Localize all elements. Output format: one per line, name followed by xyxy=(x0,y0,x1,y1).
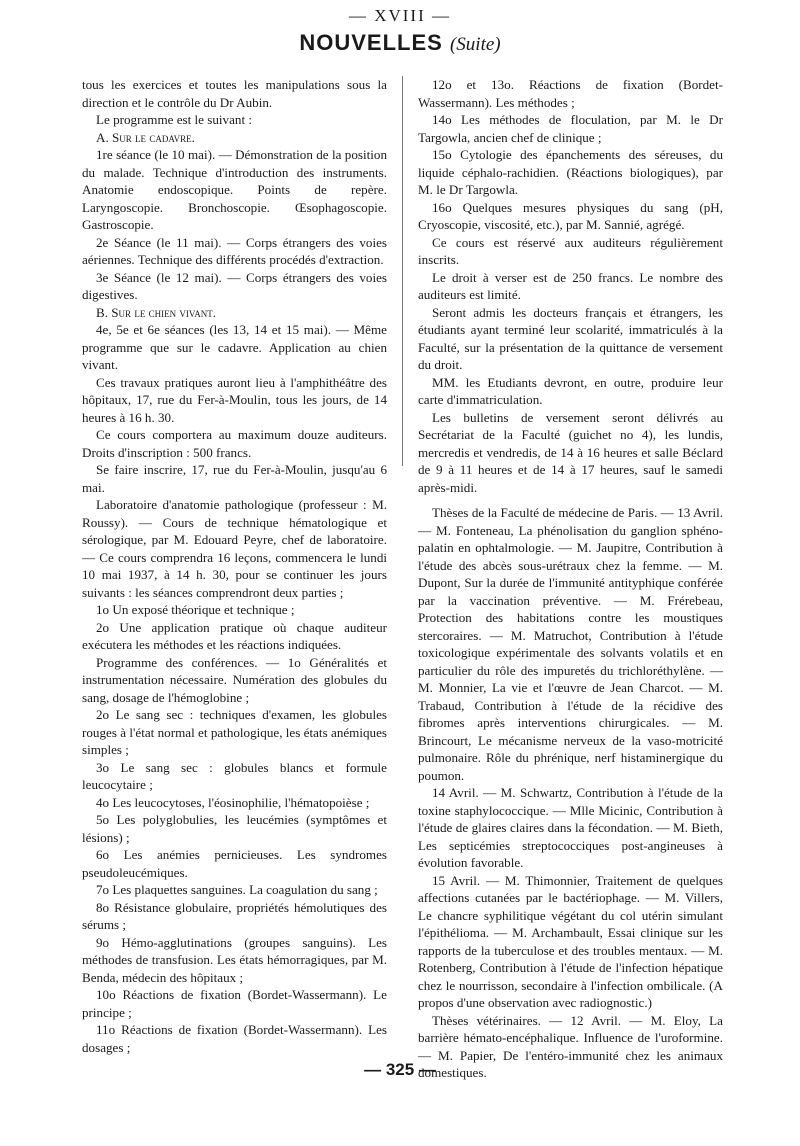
paragraph: Ce cours comportera au maximum douze auditeurs. Droits d'inscription : 500 francs. xyxy=(82,427,387,460)
paragraph: 1re séance (le 10 mai). — Démonstration de la position du malade. Technique d'introduction des instruments. Anatomie endoscopique. Points de repère. Laryngoscopie. Bronchoscopie. Œsophagoscopie. Gastroscopie. xyxy=(82,147,387,232)
paragraph: 3e Séance (le 12 mai). — Corps étrangers des voies digestives. xyxy=(82,269,387,302)
paragraph: 15 Avril. — M. Thimonnier, Traitement de quelques affections cutanées par le bactériophage. — M. Villers, Le chancre syphilitique végétant du col utérin simulant l'épithélioma. — M. Archambault, Essai clinique sur les rapports de la tuberculose et des troubles mentaux. — M. Rotenberg, Contribution à l'étude de l'infection hépatique chez le nourrisson, secondaire à l'infection ombilicale. (A propos d'une observation avec radiognostic.) xyxy=(418,872,723,1010)
paragraph: 14 Avril. — M. Schwartz, Contribution à l'étude de la toxine staphylococcique. — Mlle Micinic, Contribution à l'étude de glaires claires dans la fécondation. — M. Bieth, Les septicémies streptococciques post-angineuses à évolution favorable. xyxy=(418,785,723,870)
paragraph: Les bulletins de versement seront délivrés au Secrétariat de la Faculté (guichet no 4), les lundis, mercredis et vendredis, de 14 à 16 heures et salle Béclard de 9 à 11 heures et de 14 à 17 heures, sauf le samedi après-midi. xyxy=(418,409,723,495)
paragraph: Thèses de la Faculté de médecine de Paris. — 13 Avril. — M. Fonteneau, La phénolisation du ganglion sphéno-palatin en ophtalmologie. — M. Jaupitre, Contribution à l'étude des abcès sous-urétraux chez la femme. — M. Dupont, Sur la durée de l'immunité antityphique conférée par la vaccination préventive. — M. Frérebeau, Protection des habitations contre les moustiques stercoraires. — M. Matruchot, Contribution à l'étude toxicologique expérimentale des solvants volatils et en particulier du rôle des impuretés du trichloréthylène. — M. Monnier, La vie et l'œuvre de Jean Charcot. — M. Trabaud, Contribution à l'étude de la récidive des fibromes après interventions chirurgicales. — M. Brincourt, Le mécanisme nerveux de la vaso-motricité pulmonaire. Rôle du phrénique, nerf histaminergique du poumon. xyxy=(418,505,723,783)
paragraph: 10o Réactions de fixation (Bordet-Wassermann). Le principe ; xyxy=(82,987,387,1020)
paragraph: Seront admis les docteurs français et étrangers, les étudiants ayant terminé leur scolarité, immatriculés à la Faculté, sur la présentation de la quittance de versement du droit. xyxy=(418,304,723,372)
section-title-text: NOUVELLES xyxy=(299,30,443,55)
paragraph: 6o Les anémies pernicieuses. Les syndromes pseudoleucémiques. xyxy=(82,847,387,880)
paragraph: Laboratoire d'anatomie pathologique (professeur : M. Roussy). — Cours de technique hématologique et sérologique, par M. Edouard Peyre, chef de laboratoire. — Ce cours comprendra 16 leçons, commencera le lundi 10 mai 1937, à 14 h. 30, pour se continuer les jours suivants : les séances comprendront deux parties ; xyxy=(82,497,387,600)
paragraph: 5o Les polyglobulies, les leucémies (symptômes et lésions) ; xyxy=(82,812,387,845)
paragraph: Thèses vétérinaires. — 12 Avril. — M. Eloy, La barrière hémato-encéphalique. Influence de l'uroformine. — M. Papier, De l'entéro-immunité chez les animaux domestiques. xyxy=(418,1012,723,1080)
paragraph: 16o Quelques mesures physiques du sang (pH, Cryoscopie, viscosité, etc.), par M. Sannié, agrégé. xyxy=(418,199,723,232)
paragraph: 3o Le sang sec : globules blancs et formule leucocytaire ; xyxy=(82,759,387,792)
running-header-number: — XVIII — xyxy=(348,6,452,25)
paragraph: 1o Un exposé théorique et technique ; xyxy=(96,602,295,617)
paragraph: 4e, 5e et 6e séances (les 13, 14 et 15 mai). — Même programme que sur le cadavre. Application au chien vivant. xyxy=(82,322,387,372)
paragraph: 2o Une application pratique où chaque auditeur exécutera les méthodes et les réactions indiquées. xyxy=(82,619,387,652)
paragraph: tous les exercices et toutes les manipulations sous la direction et le contrôle du Dr Aubin. xyxy=(82,77,387,110)
paragraph: MM. les Etudiants devront, en outre, produire leur carte d'immatriculation. xyxy=(418,374,723,407)
paragraph: 9o Hémo-agglutinations (groupes sanguins). Les méthodes de transfusion. Les états hémorragiques, par M. Benda, médecin des hôpitaux ; xyxy=(82,934,387,985)
paragraph: 8o Résistance globulaire, propriétés hémolutiques des sérums ; xyxy=(82,899,387,932)
paragraph: 14o Les méthodes de floculation, par M. le Dr Targowla, ancien chef de clinique ; xyxy=(418,112,723,145)
right-column xyxy=(418,76,723,1082)
paragraph: Programme des conférences. — 1o Généralités et instrumentation nécessaire. Numération des globules du sang, dosage de l'hémoglobine ; xyxy=(82,654,387,705)
paragraph: 15o Cytologie des épanchements des séreuses, du liquide céphalo-rachidien. (Réactions biologiques), par M. le Dr Targowla. xyxy=(418,147,723,197)
section-title-suite: (Suite) xyxy=(449,34,501,55)
paragraph: 7o Les plaquettes sanguines. La coagulation du sang ; xyxy=(96,882,378,897)
column-rule xyxy=(402,76,403,466)
paragraph: 11o Réactions de fixation (Bordet-Wassermann). Les dosages ; xyxy=(82,1022,387,1055)
paragraph: Ces travaux pratiques auront lieu à l'amphithéâtre des hôpitaux, 17, rue du Fer-à-Moulin, tous les jours, de 14 heures à 16 h. 30. xyxy=(82,374,387,425)
paragraph: Ce cours est réservé aux auditeurs régulièrement inscrits. xyxy=(418,234,723,267)
paragraph: Le programme est le suivant : xyxy=(96,112,252,127)
paragraph: Se faire inscrire, 17, rue du Fer-à-Moulin, jusqu'au 6 mai. xyxy=(82,462,387,495)
section-title xyxy=(0,30,800,56)
page-number: — 325 — xyxy=(364,1060,436,1079)
paragraph: 4o Les leucocytoses, l'éosinophilie, l'hématopoièse ; xyxy=(96,794,370,810)
subheading: A. Sur le cadavre. xyxy=(96,129,195,145)
paragraph: 2e Séance (le 11 mai). — Corps étrangers des voies aériennes. Technique des différents procédés d'extraction. xyxy=(82,234,387,267)
subheading: B. Sur le chien vivant. xyxy=(96,304,216,320)
paragraph: Le droit à verser est de 250 francs. Le nombre des auditeurs est limité. xyxy=(418,269,723,302)
paragraph: 12o et 13o. Réactions de fixation (Bordet-Wassermann). Les méthodes ; xyxy=(418,77,723,110)
left-column xyxy=(82,76,387,1056)
paragraph: 2o Le sang sec : techniques d'examen, les globules rouges à l'état normal et pathologique, les états anémiques simples ; xyxy=(82,707,387,757)
